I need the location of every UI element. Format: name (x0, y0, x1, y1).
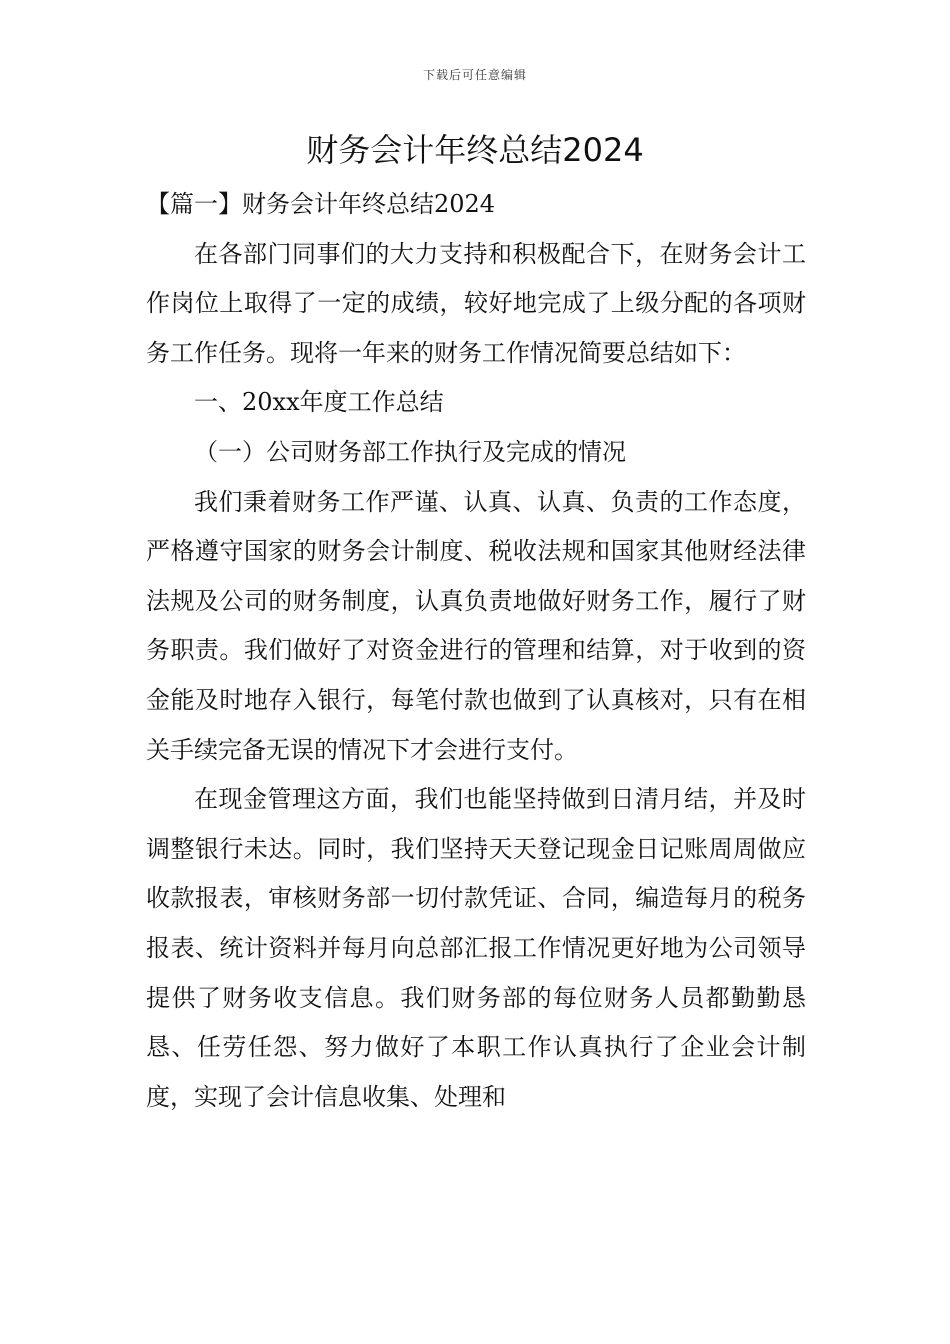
section-heading: 一、20xx年度工作总结 (194, 388, 444, 417)
section-label: 【篇一】财务会计年终总结2024 (146, 190, 496, 218)
document-title: 财务会计年终总结2024 (306, 131, 644, 169)
document-body (146, 180, 806, 1122)
subsection-heading: （一）公司财务部工作执行及完成的情况 (194, 437, 626, 466)
body-paragraph-2: 在现金管理这方面，我们也能坚持做到日清月结，并及时调整银行未达。同时，我们坚持天天登记现金日记账周周做应收款报表，审核财务部一切付款凭证、合同，编造每月的税务报表、统计资料并每月向总部汇报工作情况更好地为公司领导提供了财务收支信息。我们财务部的每位财务人员都勤勤恳恳、任劳任怨、努力做好了本职工作认真执行了企业会计制度，实现了会计信息收集、处理和 (146, 785, 806, 1111)
intro-paragraph: 在各部门同事们的大力支持和积极配合下，在财务会计工作岗位上取得了一定的成绩，较好地完成了上级分配的各项财务工作任务。现将一年来的财务工作情况简要总结如下： (146, 239, 806, 367)
body-paragraph-1: 我们秉着财务工作严谨、认真、认真、负责的工作态度，严格遵守国家的财务会计制度、税收法规和国家其他财经法律法规及公司的财务制度，认真负责地做好财务工作，履行了财务职责。我们做好了对资金进行的管理和结算，对于收到的资金能及时地存入银行，每笔付款也做到了认真核对，只有在相关手续完备无误的情况下才会进行支付。 (146, 487, 806, 764)
download-note: 下载后可任意编辑 (422, 68, 527, 82)
